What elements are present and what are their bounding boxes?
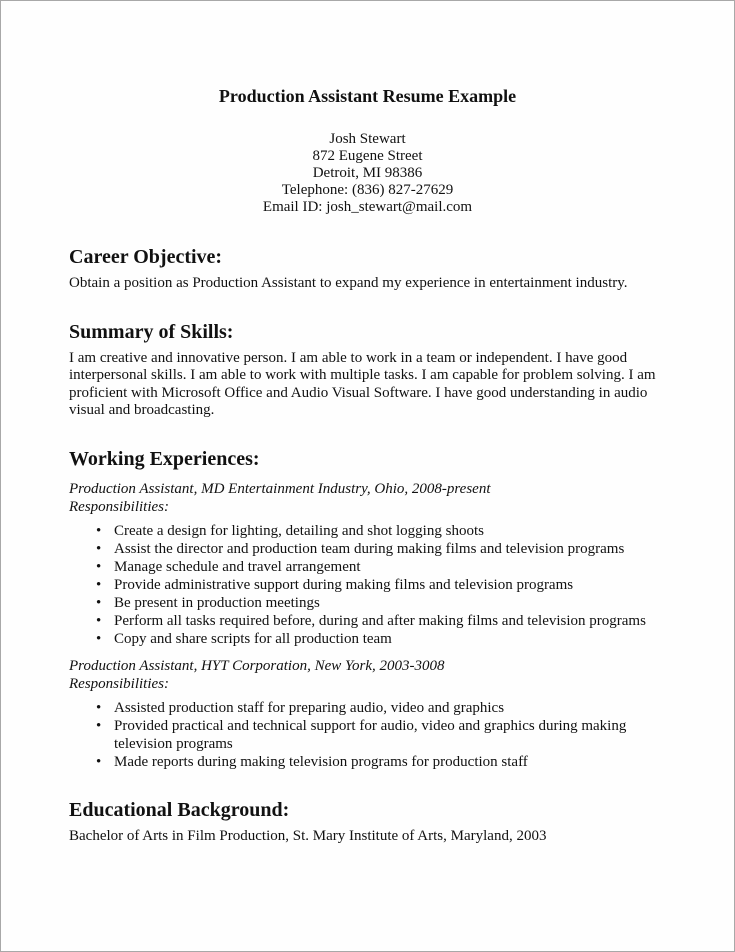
job-bullet-list <box>69 522 666 648</box>
bullet-icon: • <box>96 612 102 629</box>
job-title: Production Assistant, HYT Corporation, New York, 2003-3008 <box>69 657 445 674</box>
summary-of-skills-text: I am creative and innovative person. I am able to work in a team or independent. I have good interpersonal skills. I am able to work with multiple tasks. I am capable for problem solving. I am proficient with Microsoft Office and Audio Visual Software. I have good understanding in audio visual and broadcasting. <box>69 349 656 418</box>
list-item <box>69 576 666 594</box>
job-title: Production Assistant, MD Entertainment Industry, Ohio, 2008-present <box>69 480 491 497</box>
contact-address: 872 Eugene Street <box>312 148 423 164</box>
list-item <box>69 540 666 558</box>
bullet-icon: • <box>96 558 102 575</box>
bullet-text: Manage schedule and travel arrangement <box>114 558 361 575</box>
bullet-icon: • <box>96 576 102 593</box>
bullet-icon: • <box>96 699 102 716</box>
document-title: Production Assistant Resume Example <box>218 86 517 106</box>
bullet-text: Provide administrative support during making films and television programs <box>114 576 574 593</box>
responsibilities-label: Responsibilities: <box>69 675 169 692</box>
list-item <box>69 522 666 540</box>
section-heading-career-objective: Career Objective: <box>69 246 223 268</box>
section-heading-summary-of-skills: Summary of Skills: <box>69 320 234 343</box>
responsibilities-label: Responsibilities: <box>69 498 169 515</box>
career-objective-text: Obtain a position as Production Assistant to expand my experience in entertainment industry. <box>69 275 628 291</box>
bullet-text: Copy and share scripts for all production team <box>114 630 392 647</box>
job-bullet-list <box>69 699 666 771</box>
section-heading-educational-background: Educational Background: <box>69 798 290 821</box>
list-item <box>69 699 666 717</box>
list-item <box>69 753 666 771</box>
bullet-icon: • <box>96 522 102 539</box>
bullet-icon: • <box>96 630 102 647</box>
bullet-text: Create a design for lighting, detailing and shot logging shoots <box>114 522 484 539</box>
section-heading-working-experiences: Working Experiences: <box>69 447 260 470</box>
bullet-text: Assist the director and production team during making films and television programs <box>114 540 625 557</box>
contact-phone: Telephone: (836) 827-27629 <box>281 182 454 198</box>
list-item <box>69 630 666 648</box>
bullet-icon: • <box>96 753 102 770</box>
bullet-icon: • <box>96 717 102 734</box>
list-item <box>69 558 666 576</box>
bullet-text: Provided practical and technical support for audio, video and graphics during making television programs <box>114 717 627 752</box>
bullet-text: Be present in production meetings <box>114 594 320 611</box>
bullet-icon: • <box>96 540 102 557</box>
bullet-text: Assisted production staff for preparing audio, video and graphics <box>114 699 505 716</box>
contact-name: Josh Stewart <box>329 131 406 147</box>
contact-block <box>69 131 666 216</box>
bullet-icon: • <box>96 594 102 611</box>
bullet-text: Made reports during making television programs for production staff <box>114 753 528 770</box>
contact-email: Email ID: josh_stewart@mail.com <box>262 199 473 215</box>
bullet-text: Perform all tasks required before, during and after making films and television programs <box>114 612 646 629</box>
job-entry <box>69 480 666 648</box>
job-entry <box>69 657 666 771</box>
contact-city: Detroit, MI 98386 <box>312 165 423 181</box>
list-item <box>69 717 666 753</box>
educational-background-text: Bachelor of Arts in Film Production, St. Mary Institute of Arts, Maryland, 2003 <box>69 827 547 844</box>
list-item <box>69 594 666 612</box>
list-item <box>69 612 666 630</box>
